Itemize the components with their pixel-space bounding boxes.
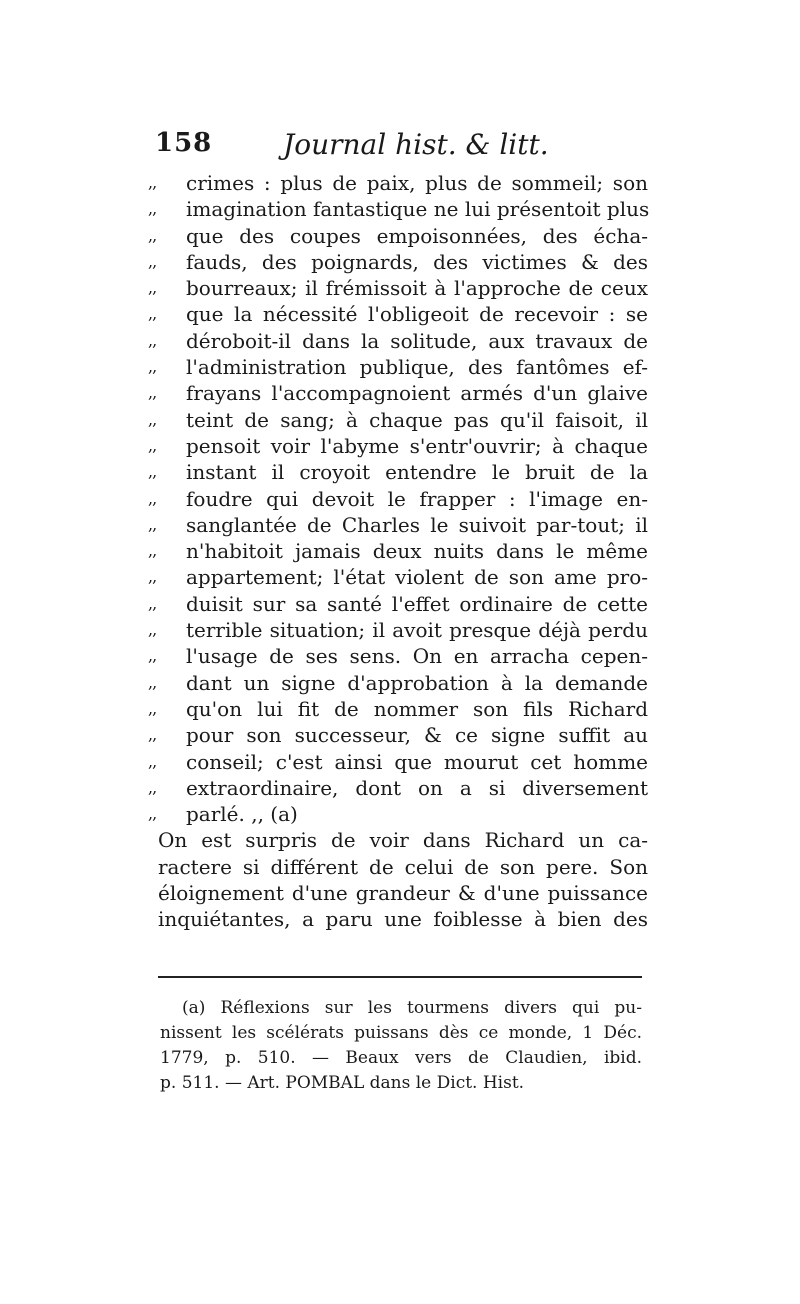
quotation-line — [148, 512, 648, 538]
quotation-text: crimes : plus de paix, plus de sommeil; son — [186, 171, 648, 195]
quotation-text: pensoit voir l'abyme s'entr'ouvrir; à chaque — [186, 433, 648, 458]
paragraph-text: On est surpris de voir dans Richard un ca- — [158, 828, 648, 853]
footnote-line: p. 511. — Art. POMBAL dans le Dict. Hist. — [160, 1073, 525, 1093]
body-text — [148, 170, 648, 933]
quotation-text: instant il croyoit entendre le bruit de la — [186, 460, 648, 485]
quote-mark: ,, — [148, 488, 157, 508]
quote-mark: ,, — [148, 304, 157, 324]
quotation-text: teint de sang; à chaque pas qu'il faisoit, il — [186, 407, 648, 432]
quotation-text: n'habitoit jamais deux nuits dans le même — [186, 539, 648, 564]
footnote-line: nissent les scélérats puissans dès ce monde, 1 Déc. — [160, 1023, 642, 1043]
quotation-line — [148, 354, 648, 380]
quotation-text: l'usage de ses sens. On en arracha cepen- — [186, 644, 648, 669]
quotation-text: dant un signe d'approbation à la demande — [186, 670, 648, 695]
quotation-text: conseil; c'est ainsi que mourut cet homme — [186, 749, 648, 774]
quote-mark: ,, — [148, 409, 157, 429]
quotation-line — [148, 380, 648, 406]
quote-mark: ,, — [148, 383, 157, 403]
quotation-line — [148, 670, 648, 696]
quote-mark: ,, — [148, 777, 157, 797]
page-header — [155, 128, 655, 168]
quotation-line — [148, 249, 648, 275]
quotation-text: foudre qui devoit le frapper : l'image en- — [186, 486, 648, 511]
quote-mark: ,, — [148, 199, 157, 219]
quote-mark: ,, — [148, 278, 157, 298]
paragraph-text: éloignement d'une grandeur & d'une puissance — [158, 881, 648, 906]
running-title: Journal hist. & litt. — [283, 128, 549, 161]
quote-mark: ,, — [148, 567, 157, 587]
quotation-text: qu'on lui fit de nommer son fils Richard — [186, 696, 648, 721]
paragraph-line — [148, 880, 648, 906]
quotation-text: extraordinaire, dont on a si diversement — [186, 775, 648, 800]
page-number: 158 — [155, 128, 213, 158]
quote-mark: ,, — [148, 751, 157, 771]
quotation-line — [148, 722, 648, 748]
quotation-text: déroboit-il dans la solitude, aux travaux de — [186, 328, 648, 353]
footnote — [160, 996, 642, 1096]
quotation-line — [148, 617, 648, 643]
paragraph-text: inquiétantes, a paru une foiblesse à bien des — [158, 907, 648, 932]
quotation-text: que des coupes empoisonnées, des écha- — [186, 223, 648, 248]
quotation-line — [148, 696, 648, 722]
quote-mark: ,, — [148, 514, 157, 534]
quotation-text: imagination fantastique ne lui présentoit plus — [186, 197, 650, 222]
quote-mark: ,, — [148, 646, 157, 666]
quotation-text: l'administration publique, des fantômes ef- — [186, 355, 648, 380]
quote-mark: ,, — [148, 173, 157, 192]
quotation-text: parlé. ,, (a) — [186, 802, 298, 827]
paragraph-line — [148, 827, 648, 853]
paragraph-line — [148, 906, 648, 932]
quotation-text: duisit sur sa santé l'effet ordinaire de cette — [186, 591, 648, 616]
quotation-line — [148, 223, 648, 249]
quotation-line — [148, 564, 648, 590]
quote-mark: ,, — [148, 462, 157, 482]
quotation-line — [148, 486, 648, 512]
footnote-line: 1779, p. 510. — Beaux vers de Claudien, ibid. — [160, 1048, 642, 1068]
quotation-line — [148, 328, 648, 354]
quotation-line — [148, 170, 648, 196]
quotation-text: fauds, des poignards, des victimes & des — [186, 249, 648, 274]
quote-mark: ,, — [148, 435, 157, 455]
quote-mark: ,, — [148, 593, 157, 613]
quotation-line — [148, 749, 648, 775]
quotation-line — [148, 459, 648, 485]
quotation-line — [148, 301, 648, 327]
quotation-text: frayans l'accompagnoient armés d'un glaive — [186, 381, 648, 406]
quotation-text: terrible situation; il avoit presque déjà perdu — [186, 618, 648, 643]
quote-mark: ,, — [148, 541, 157, 561]
quote-mark: ,, — [148, 225, 157, 245]
quotation-text: pour son successeur, & ce signe suffit au — [186, 723, 648, 748]
quote-mark: ,, — [148, 672, 157, 692]
quotation-line — [148, 196, 648, 222]
quotation-line — [148, 775, 648, 801]
quote-mark: ,, — [148, 620, 157, 640]
quotation-line — [148, 538, 648, 564]
quotation-line — [148, 275, 648, 301]
quotation-line — [148, 591, 648, 617]
quotation-line — [148, 643, 648, 669]
quote-mark: ,, — [148, 725, 157, 745]
quotation-line — [148, 407, 648, 433]
paragraph-text: ractere si différent de celui de son pere. Son — [158, 854, 648, 879]
quotation-text: bourreaux; il frémissoit à l'approche de ceux — [186, 276, 648, 301]
quote-mark: ,, — [148, 251, 157, 271]
quotation-text: appartement; l'état violent de son ame pro- — [186, 565, 648, 590]
quote-mark: ,, — [148, 804, 157, 824]
paragraph-line — [148, 854, 648, 880]
quote-mark: ,, — [148, 698, 157, 718]
footnote-line: (a) Réflexions sur les tourmens divers qui pu- — [182, 998, 642, 1018]
paragraph-block — [148, 827, 648, 932]
quotation-text: sanglantée de Charles le suivoit par-tout; il — [186, 512, 648, 537]
quote-mark: ,, — [148, 330, 157, 350]
quote-mark: ,, — [148, 357, 157, 377]
quotation-line — [148, 801, 648, 827]
quotation-text: que la nécessité l'obligeoit de recevoir : se — [186, 302, 648, 327]
footnote-rule — [158, 976, 642, 978]
quotation-block — [148, 170, 648, 827]
quotation-line — [148, 433, 648, 459]
